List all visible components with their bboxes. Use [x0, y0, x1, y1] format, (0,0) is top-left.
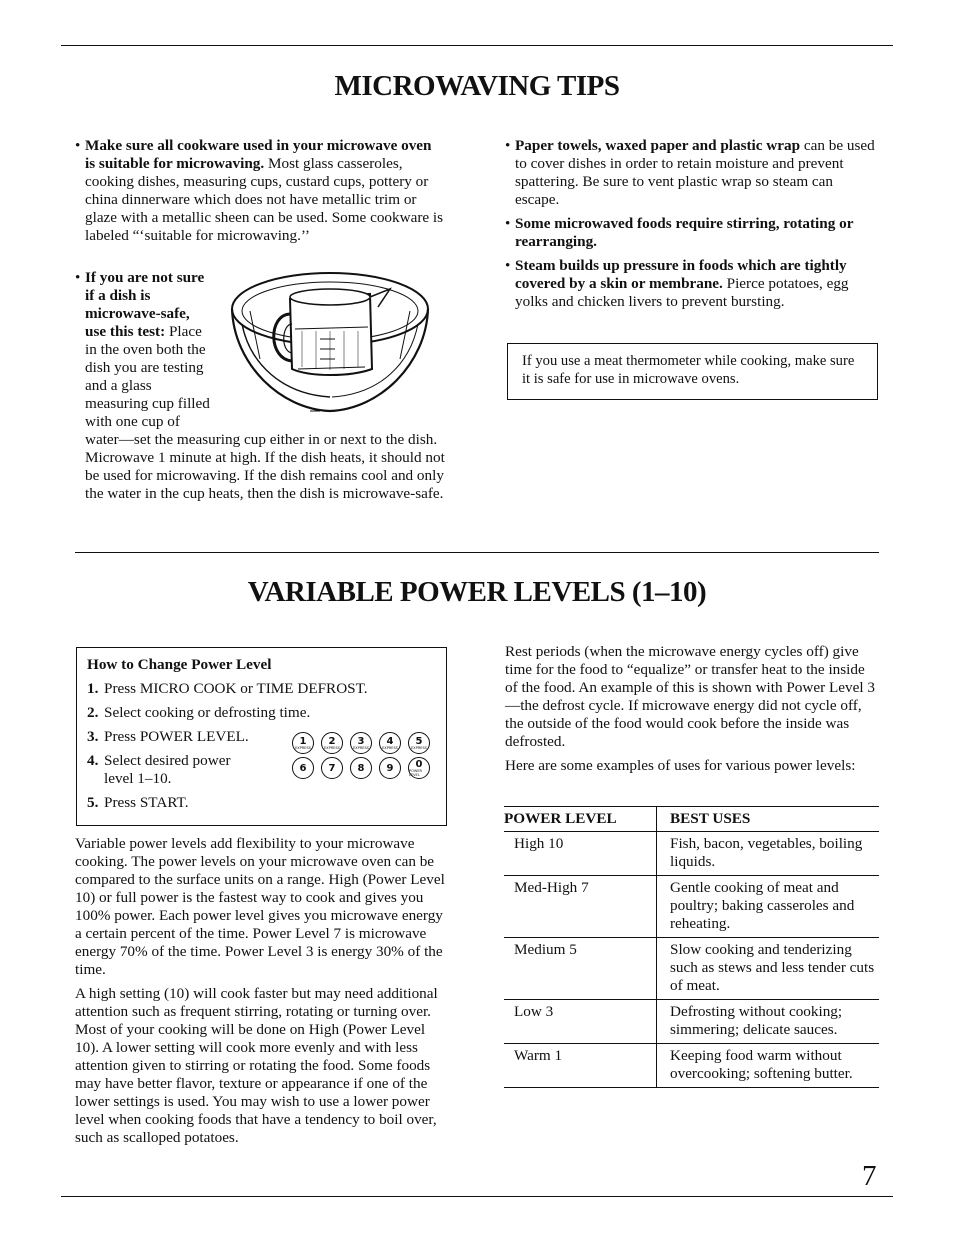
tip-text: Pierce potatoes, egg yolks and chicken livers to prevent bursting. [515, 275, 849, 310]
tip-bold: Paper towels, waxed paper and plastic wrap [515, 137, 801, 154]
examples-paragraph: Here are some examples of uses for various power levels: [505, 757, 856, 774]
keypad-key-2[interactable]: 2 EXPRESS [321, 732, 343, 754]
step-1: 1. Press MICRO COOK or TIME DEFROST. [87, 680, 368, 697]
keypad-key-8[interactable]: 8 [350, 757, 372, 779]
table-row: Medium 5 Slow cooking and tenderizing such as stews and less tender cuts of meat. [504, 938, 879, 1000]
tip-bold: Steam builds up pressure in foods which are tightly covered by a skin or membrane. [515, 257, 847, 292]
table-header-row [504, 807, 879, 832]
tip-steam: • Steam builds up pressure in foods which are tightly covered by a skin or membrane. Pierce potatoes, egg yolks and chicken livers to prevent bursting. [505, 257, 849, 310]
step-5: 5. Press START. [87, 794, 189, 811]
keypad-key-5[interactable]: 5 EXPRESS [408, 732, 430, 754]
bottom-rule [61, 1196, 893, 1197]
keypad-key-9[interactable]: 9 [379, 757, 401, 779]
rest-periods-paragraph: Rest periods (when the microwave energy cycles off) give time for the food to “equalize” or transfer heat to the inside of the food. An example of this is shown with Power Level 3—the defrost cycle. If microwave energy did not cycle off, the outside of the food would cook before the inside was defrosted. [505, 643, 875, 750]
keypad-key-1[interactable]: 1 EXPRESS [292, 732, 314, 754]
step-4: 4. Select desired power level 1–10. [87, 752, 231, 787]
power-level-table [504, 806, 879, 1088]
tip-dish-test: • If you are not sure if a dish is microwave-safe, use this test: Place in the oven both the dish you are testing and a glass measuring cup filled with one cup of water—set the measuring cup either in or next to the dish. Microwave 1 minute at high. If the dish heats, it should not be used for microwaving. If the dish remains cool and only the water in the cup heats, then the dish is microwave-safe. [75, 269, 445, 502]
number-keypad [292, 732, 438, 779]
keypad-key-0[interactable]: 0 POWER LEVEL [408, 757, 430, 779]
tip-text: can be used to cover dishes in order to retain moisture and prevent spattering. Be sure to vent plastic wrap so steam can escape. [515, 137, 875, 208]
tip-cookware: • Make sure all cookware used in your microwave oven is suitable for microwaving. Most glass casseroles, cooking dishes, measuring cups, custard cups, pottery or china dinnerware which does not have metallic trim or glaze with a metallic sheen can be used. Some cookware is labeled “‘suitable for microwaving.’’ [75, 137, 444, 244]
tip-bold: Make sure all cookware used in your microwave oven is suitable for microwaving. [85, 137, 432, 172]
instructions-heading: How to Change Power Level [87, 656, 272, 673]
section-divider [75, 552, 879, 553]
table-row: Warm 1 Keeping food warm without overcooking; softening butter. [504, 1044, 879, 1088]
keypad-key-4[interactable]: 4 EXPRESS [379, 732, 401, 754]
table-row: Low 3 Defrosting without cooking; simmering; delicate sauces. [504, 1000, 879, 1044]
tip-stirring: • Some microwaved foods require stirring, rotating or rearranging. [505, 215, 854, 250]
power-levels-paragraph-2: A high setting (10) will cook faster but may need additional attention such as frequent stirring, rotating or turning over. Most of your cooking will be done on High (Power Level 10). A lower setting will cook more evenly and with less attention given to stirring or rotating the food. Some foods may have better flavor, texture or appearance if one of the lower settings is used. You may wish to use a lower power level when cooking foods that have a tendency to boil over, such as scalloped potatoes. [75, 985, 438, 1146]
page-number: 7 [862, 1160, 877, 1192]
tip-paper-towels: • Paper towels, waxed paper and plastic wrap can be used to cover dishes in order to retain moisture and prevent spattering. Be sure to vent plastic wrap so steam can escape. [505, 137, 875, 208]
keypad-key-6[interactable]: 6 [292, 757, 314, 779]
section-title-power-levels: VARIABLE POWER LEVELS (1–10) [247, 576, 707, 608]
tip-bold: Some microwaved foods require stirring, rotating or rearranging. [515, 215, 854, 250]
power-level-instructions-box [76, 647, 447, 826]
power-levels-paragraph-1: Variable power levels add flexibility to your microwave cooking. The power levels on your microwave oven can be compared to the surface units on a range. High (Power Level 10) or full power is the fastest way to cook and gives you 100% power. Each power level gives you microwave energy a certain percent of the time. Power Level 7 is microwave energy 70% of the time. Power Level 3 is energy 30% of the time. [75, 835, 445, 978]
section-title-microwaving-tips: MICROWAVING TIPS [334, 70, 620, 102]
table-row: High 10 Fish, bacon, vegetables, boiling liquids. [504, 832, 879, 876]
step-2: 2. Select cooking or defrosting time. [87, 704, 311, 721]
step-3: 3. Press POWER LEVEL. [87, 728, 249, 745]
tip-text: Place in the oven both the dish you are testing and a glass measuring cup filled with one cup of water—set the measuring cup either in or next to the dish. Microwave 1 minute at high. If the dish heats, it should not be used for microwaving. If the dish remains cool and only the water in the cup heats, then the dish is microwave-safe. [85, 323, 445, 502]
thermometer-note-box [507, 343, 878, 400]
keypad-key-7[interactable]: 7 [321, 757, 343, 779]
column-header-power-level: POWER LEVEL [504, 807, 657, 832]
dish-illustration [220, 269, 445, 417]
table-row: Med-High 7 Gentle cooking of meat and poultry; baking casseroles and reheating. [504, 876, 879, 938]
keypad-key-3[interactable]: 3 EXPRESS [350, 732, 372, 754]
thermometer-note: If you use a meat thermometer while cooking, make sure it is safe for use in microwave ovens. [522, 353, 855, 387]
top-rule [61, 45, 893, 46]
tip-text: Most glass casseroles, cooking dishes, measuring cups, custard cups, pottery or china dinnerware which does not have metallic trim or glaze with a metallic sheen can be used. Some cookware is labeled “‘suitable for microwaving.’’ [85, 155, 444, 244]
column-header-best-uses: BEST USES [657, 807, 880, 832]
tip-bold: If you are not sure if a dish is microwave-safe, use this test: [85, 269, 205, 340]
